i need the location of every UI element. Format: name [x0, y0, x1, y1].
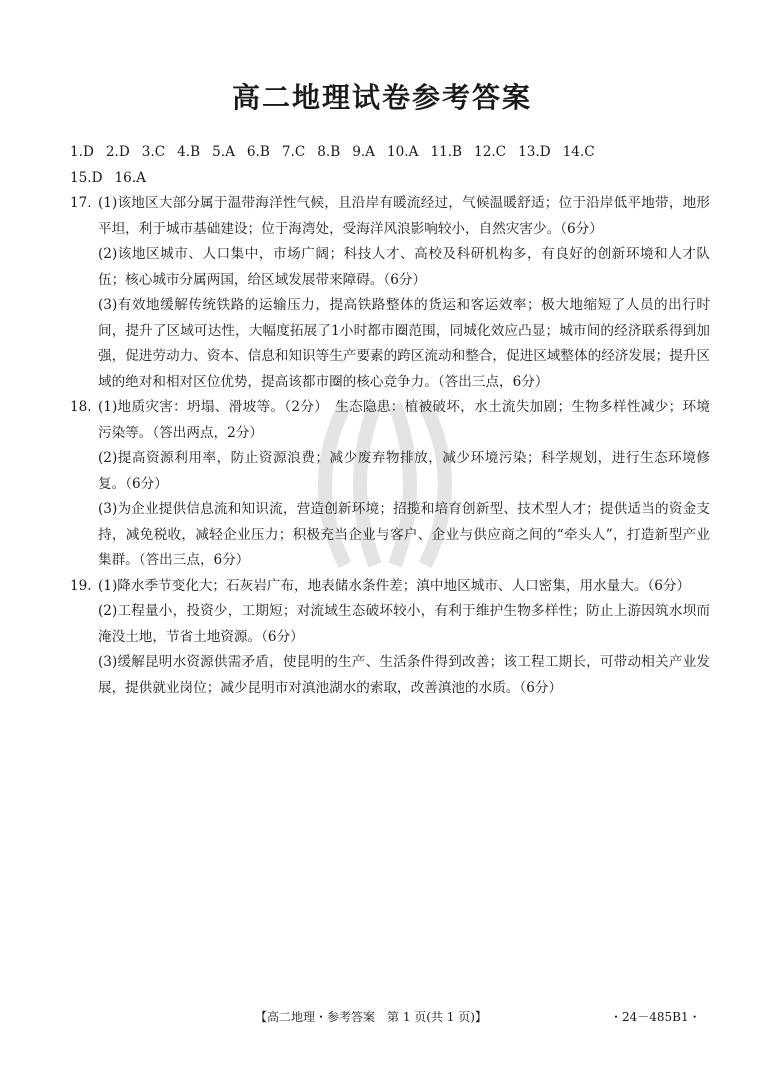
question-19 [70, 574, 710, 702]
mc-answer: 16.A [114, 169, 146, 186]
mc-answer: 12.C [474, 144, 507, 160]
page-footer [0, 1007, 764, 1027]
question-17 [70, 191, 710, 395]
answer-part-2: (2)提高资源利用率，防止资源浪费；减少废弃物排放，减少环境污染；科学规划，进行生态环境修复。（6分） [98, 450, 710, 492]
mc-answer: 11.B [430, 144, 463, 160]
answer-content [70, 140, 710, 701]
mc-answer: 15.D [70, 169, 103, 186]
mc-answer: 7.C [281, 144, 306, 160]
answer-part-1: (1)地质灾害：坍塌、滑坡等。（2分） 生态隐患：植被破坏，水土流失加剧；生物多样性减少；环境污染等。（答出两点，2分） [98, 399, 710, 441]
mc-answer: 14.C [562, 144, 595, 160]
answer-part-3: (3)有效地缓解传统铁路的运输压力，提高铁路整体的货运和客运效率；极大地缩短了人员的出行时间，提升了区域可达性，大幅度拓展了1小时都市圈范围，同城化效应凸显；城市间的经济联系得到加强，促进劳动力、资本、信息和知识等生产要素的跨区流动和整合，促进区域整体的经济发展；提升区域的绝对和相对区位优势，提高该都市圈的核心竞争力。（答出三点，6分） [98, 297, 710, 390]
answer-part-3: (3)缓解昆明水资源供需矛盾，使昆明的生产、生活条件得到改善；该工程工期长，可带动相关产业发展，提供就业岗位；减少昆明市对滇池湖水的索取，改善滇池的水质。（6分） [98, 654, 710, 696]
multiple-choice-answers-row-1 [70, 140, 710, 166]
footer-page-info: 【高二地理・参考答案 第 1 页(共 1 页)】 [255, 1010, 487, 1024]
answer-part-3: (3)为企业提供信息流和知识流，营造创新环境；招揽和培育创新型、技术型人才；提供适当的资金支持，减免税收，减轻企业压力；积极充当企业与客户、企业与供应商之间的“牵头人”，打造新型产业集群。（答出三点，6分） [98, 501, 710, 568]
question-number: 18. [70, 399, 92, 415]
answer-part-1: (1)降水季节变化大；石灰岩广布，地表储水条件差；滇中地区城市、人口密集，用水量大。（6分） [98, 577, 691, 594]
mc-answer: 4.B [177, 144, 201, 160]
answer-part-1: (1)该地区大部分属于温带海洋性气候，且沿岸有暖流经过，气候温暖舒适；位于沿岸低平地带，地形平坦，利于城市基础建设；位于海湾处，受海洋风浪影响较小，自然灾害少。（6分） [98, 195, 710, 237]
mc-answer: 8.B [317, 144, 341, 160]
mc-answer: 5.A [212, 144, 235, 160]
question-number: 17. [70, 195, 92, 211]
mc-answer: 10.A [387, 144, 419, 160]
answer-part-2: (2)工程量小，投资少，工期短；对流域生态破坏较小，有利于维护生物多样性；防止上游因筑水坝而淹没土地，节省土地资源。（6分） [98, 603, 710, 645]
mc-answer: 13.D [518, 144, 551, 160]
mc-answer: 2.D [105, 144, 130, 160]
page-title: 高二地理试卷参考答案 [231, 81, 532, 114]
mc-answer: 6.B [246, 144, 270, 160]
multiple-choice-answers-row-2 [70, 166, 710, 192]
mc-answer: 9.A [352, 144, 375, 160]
answer-part-2: (2)该地区城市、人口集中，市场广阔；科技人才、高校及科研机构多，有良好的创新环境和人才队伍；核心城市分属两国，给区域发展带来障碍。（6分） [98, 246, 710, 288]
mc-answer: 1.D [70, 144, 94, 160]
question-18 [70, 395, 710, 574]
mc-answer: 3.C [141, 144, 166, 160]
footer-code: ・24－485B1・ [610, 1010, 701, 1024]
question-number: 19. [70, 577, 92, 594]
